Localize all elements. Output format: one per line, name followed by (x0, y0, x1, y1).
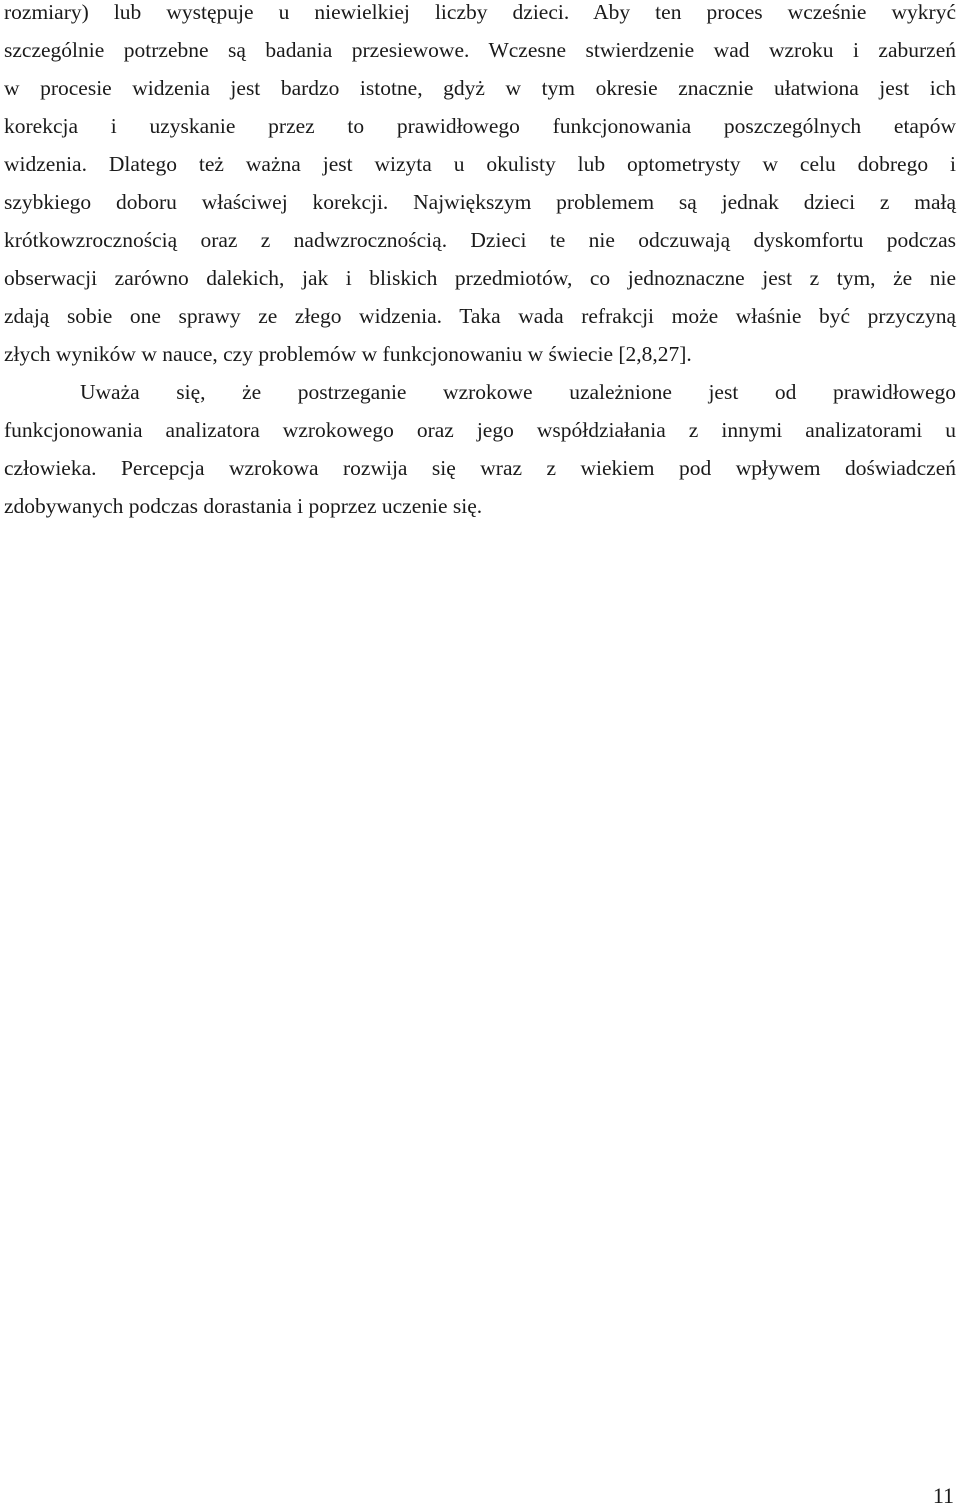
document-body (4, 0, 956, 532)
text-line: rozmiary) lub występuje u niewielkiej liczby dzieci. Aby ten proces wcześnie wykryć (4, 0, 956, 24)
text-line: funkcjonowania analizatora wzrokowego oraz jego współdziałania z innymi analizatorami u (4, 418, 956, 442)
text-line: krótkowzrocznością oraz z nadwzrocznością. Dzieci te nie odczuwają dyskomfortu podczas (4, 228, 956, 252)
text-line: złych wyników w nauce, czy problemów w funkcjonowaniu w świecie [2,8,27]. (4, 342, 692, 366)
text-line: szybkiego doboru właściwej korekcji. Największym problemem są jednak dzieci z małą (4, 190, 956, 214)
text-line: zdają sobie one sprawy ze złego widzenia. Taka wada refrakcji może właśnie być przyczyną (4, 304, 956, 328)
text-line: widzenia. Dlatego też ważna jest wizyta u okulisty lub optometrysty w celu dobrego i (4, 152, 956, 176)
text-line: korekcja i uzyskanie przez to prawidłowego funkcjonowania poszczególnych etapów (4, 114, 956, 138)
text-line: obserwacji zarówno dalekich, jak i bliskich przedmiotów, co jednoznaczne jest z tym, że nie (4, 266, 956, 290)
text-line: w procesie widzenia jest bardzo istotne, gdyż w tym okresie znacznie ułatwiona jest ich (4, 76, 956, 100)
text-line: człowieka. Percepcja wzrokowa rozwija się wraz z wiekiem pod wpływem doświadczeń (4, 456, 956, 480)
paragraph-first-line: Uważa się, że postrzeganie wzrokowe uzależnione jest od prawidłowego (80, 380, 956, 404)
page-number: 11 (932, 1483, 954, 1508)
text-line: szczególnie potrzebne są badania przesiewowe. Wczesne stwierdzenie wad wzroku i zaburzeń (4, 38, 956, 62)
text-line: zdobywanych podczas dorastania i poprzez uczenie się. (4, 494, 483, 518)
